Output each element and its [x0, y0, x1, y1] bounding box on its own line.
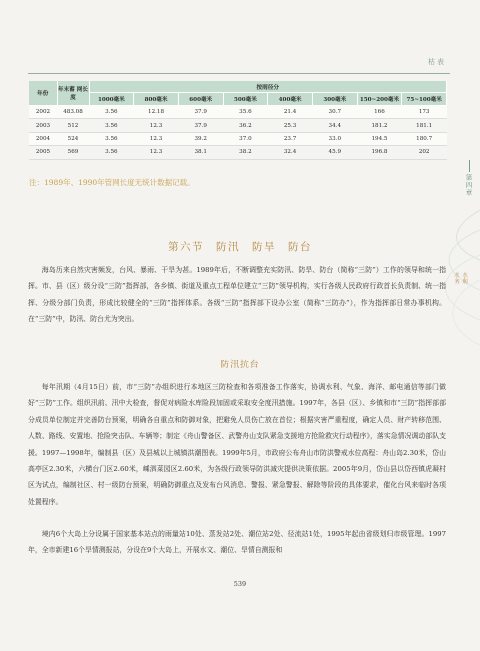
- intro-paragraph: 海岛历来自然灾害频发，台风、暴雨、干旱为甚。1989年后，不断调整充实防汛、防旱、防台（简称“三防”）工作的领导和统一指挥。市、县（区）级分设“三防”指挥部，各乡镇、街道及重点工程单位建立“三防”领导机构，实行各级人民政府行政首长负责制、统一指挥、分级分部门负责，形成比较健全的“三防”指挥体系。各级“三防”指挥部下设办公室（简称“三防办”），作为指挥部日常办事机构。在“三防”中，防汛、防台尤为突出。: [28, 266, 446, 324]
- page-number: 539: [233, 580, 247, 588]
- table-cell: 32.4: [268, 146, 313, 159]
- data-table-container: [29, 81, 447, 160]
- table-cell: 166: [357, 106, 402, 119]
- col-header: 150~200毫米: [357, 93, 402, 106]
- col-header: 300毫米: [312, 93, 357, 106]
- table-cell: 483.08: [57, 106, 89, 119]
- pipe-network-table: [29, 81, 447, 160]
- subsection-title: 防汛抗台: [220, 360, 260, 370]
- col-header-length: 年末蓄 网长度: [57, 81, 89, 106]
- table-cell: 569: [57, 146, 89, 159]
- table-note: 注：1989年、1990年管网长度无统计数据记载。: [29, 178, 195, 187]
- table-row: [29, 146, 447, 159]
- table-cell: 12.18: [134, 106, 179, 119]
- page-label: 枯表: [428, 58, 446, 66]
- side-runner-item: 水务: [453, 272, 459, 285]
- table-cell: 30.7: [312, 106, 357, 119]
- table-cell: 37.0: [223, 132, 268, 145]
- table-row: [29, 106, 447, 119]
- table-cell: 3.56: [89, 146, 134, 159]
- table-cell: 194.5: [357, 132, 402, 145]
- col-header: 800毫米: [134, 93, 179, 106]
- chapter-side-tab: [458, 160, 480, 197]
- table-cell: 512: [57, 119, 89, 132]
- table-cell: 25.3: [268, 119, 313, 132]
- side-runner: [452, 272, 468, 295]
- table-cell: 21.4: [268, 106, 313, 119]
- table-cell: 38.1: [178, 146, 223, 159]
- table-cell: 39.2: [178, 132, 223, 145]
- header-rule: [28, 73, 450, 74]
- col-header: 600毫米: [178, 93, 223, 106]
- table-row: [29, 132, 447, 145]
- col-header: 75~100毫米: [402, 93, 447, 106]
- col-header-year: 年份: [29, 81, 57, 106]
- table-cell: 2002: [29, 106, 57, 119]
- table-cell: 3.56: [89, 119, 134, 132]
- table-cell: 524: [57, 132, 89, 145]
- col-header: 500毫米: [223, 93, 268, 106]
- table-cell: 2003: [29, 119, 57, 132]
- table-cell: 181.2: [357, 119, 402, 132]
- table-row: [29, 119, 447, 132]
- table-cell: 34.4: [312, 119, 357, 132]
- table-cell: 202: [402, 146, 447, 159]
- table-cell: 196.8: [357, 146, 402, 159]
- table-cell: 35.6: [223, 106, 268, 119]
- col-header: 1000毫米: [89, 93, 134, 106]
- table-cell: 45.9: [312, 146, 357, 159]
- section-title: 第六节 防汛 防旱 防台: [168, 241, 312, 253]
- table-cell: 181.1: [402, 119, 447, 132]
- table-cell: 37.9: [178, 106, 223, 119]
- side-tab-line: [469, 160, 470, 172]
- flood-paragraph: 每年汛期（4月15日）前，市“三防”办组织进行本地区三防检查和各项准备工作落实，协调水利、气象、海洋、邮电通信等部门做好“三防”工作。组织汛前、汛中大检查，督促对病险水库险段加固或采取安全度汛措施。1997年，各县（区）、乡镇和市“三防”指挥部部分成员单位制定并完善防台预案，明确各自重点和防御对象，把避免人员伤亡放在首位；根据灾害严重程度，确定人员、财产转移范围、人数、路线、安置地、抢险突击队、车辆等；制定《舟山警备区、武警舟山支队紧急支援地方抢险救灾行动程序》，落实急情况调动部队支援。1997—1998年，编制县（区）及县城以上城镇洪潮图表。1999年5月，市政府公布舟山市防洪警戒水位高程：舟山岛2.30米，岱山高亭区2.30米，六横台门区2.60米，嵊泗菜园区2.60米，为各级行政领导防洪减灾提供决策依据。2005年9月，岱山县以岱西镇虎凝村区为试点，编制社区、村一级防台预案，明确防御重点及发布台风消息、警报、紧急警报、解除等阶段的具体要求，催化台风来临时各项处置程序。: [28, 383, 446, 506]
- station-paragraph: 境内6个大岛上分设属于国家基本站点的雨量站10处、蒸发站2处、潮位站2处、径流站1处，1995年起由省级划归市级管理。1997年，全市新建16个旱情测报站，分设在9个大岛上，开展水文、潮位、旱情自测报和: [28, 530, 446, 555]
- table-cell: 12.3: [134, 119, 179, 132]
- table-cell: 12.3: [134, 132, 179, 145]
- col-header: 400毫米: [268, 93, 313, 106]
- table-cell: 180.7: [402, 132, 447, 145]
- table-cell: 12.3: [134, 146, 179, 159]
- table-cell: 2005: [29, 146, 57, 159]
- table-cell: 33.0: [312, 132, 357, 145]
- chapter-label: 第四章: [464, 174, 473, 197]
- table-cell: 2004: [29, 132, 57, 145]
- table-cell: 23.7: [268, 132, 313, 145]
- table-cell: 3.56: [89, 106, 134, 119]
- group-header: 按雨径分: [89, 81, 447, 93]
- table-cell: 37.9: [178, 119, 223, 132]
- table-cell: 38.2: [223, 146, 268, 159]
- table-cell: 173: [402, 106, 447, 119]
- side-runner-item: 水利: [461, 272, 467, 285]
- table-cell: 36.2: [223, 119, 268, 132]
- table-cell: 3.56: [89, 132, 134, 145]
